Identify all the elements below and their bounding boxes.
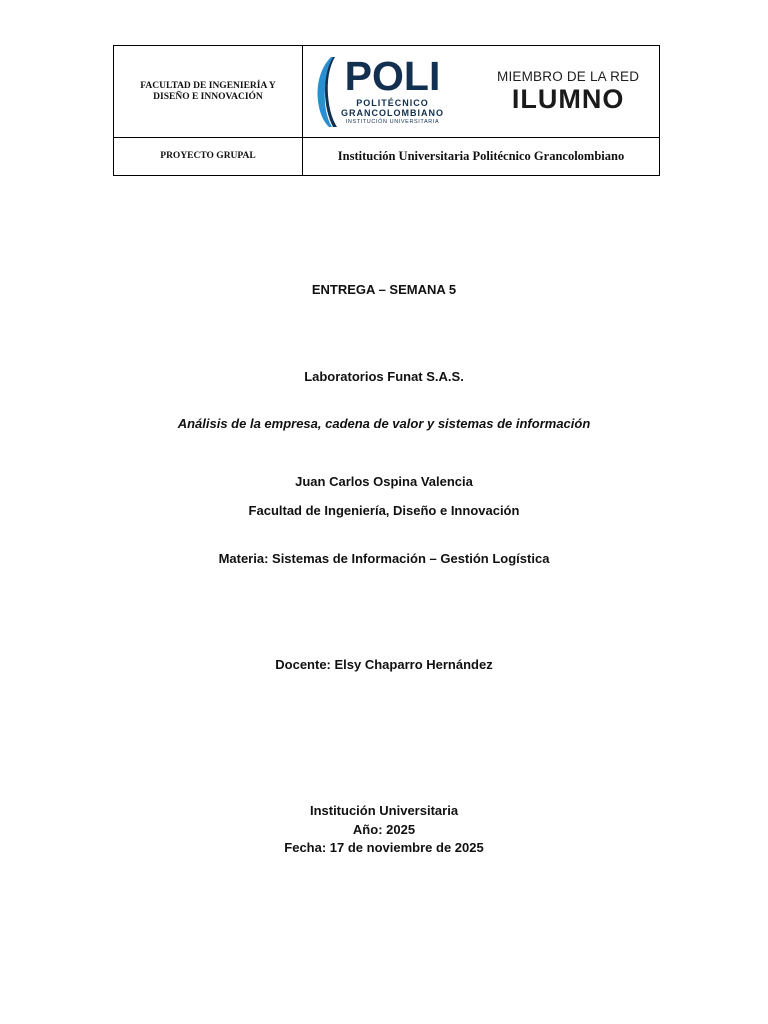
faculty-label: FACULTAD DE INGENIERÍA Y DISEÑO E INNOVACIÓN <box>140 80 276 102</box>
company-name: Laboratorios Funat S.A.S. <box>304 369 464 384</box>
poli-word: POLI <box>344 53 441 99</box>
ilumno-wordmark: ILUMNO <box>511 84 625 114</box>
poli-bracket-icon <box>313 55 339 129</box>
subject-line: Materia: Sistemas de Información – Gestión Logística <box>218 551 550 566</box>
institution-line: Institución Universitaria <box>309 803 459 818</box>
logos <box>313 55 659 129</box>
institution-cell <box>303 138 659 175</box>
poli-line3: INSTITUCIÓN UNIVERSITARIA <box>345 119 440 125</box>
year-line: Año: 2025 <box>352 822 416 837</box>
header-table <box>113 45 660 176</box>
institution-label: Institución Universitaria Politécnico Grancolombiano <box>337 149 625 163</box>
project-cell <box>114 138 303 175</box>
author-name: Juan Carlos Ospina Valencia <box>295 474 473 489</box>
project-label: PROYECTO GRUPAL <box>160 151 256 161</box>
poli-logo <box>313 55 473 129</box>
red-member-label: MIEMBRO DE LA RED <box>497 69 640 84</box>
faculty-name: Facultad de Ingeniería, Diseño e Innovación <box>248 503 520 518</box>
date-line: Fecha: 17 de noviembre de 2025 <box>284 840 484 855</box>
logo-cell <box>303 46 659 138</box>
faculty-cell <box>114 46 303 138</box>
poli-line1: POLITÉCNICO <box>356 98 429 108</box>
document-subtitle: Análisis de la empresa, cadena de valor y sistemas de información <box>177 416 591 431</box>
teacher-line: Docente: Elsy Chaparro Hernández <box>275 657 493 672</box>
ilumno-logo <box>497 69 639 114</box>
poli-line2: GRANCOLOMBIANO <box>341 108 444 118</box>
poli-wordmark <box>341 53 444 126</box>
delivery-title: ENTREGA – SEMANA 5 <box>311 282 457 297</box>
